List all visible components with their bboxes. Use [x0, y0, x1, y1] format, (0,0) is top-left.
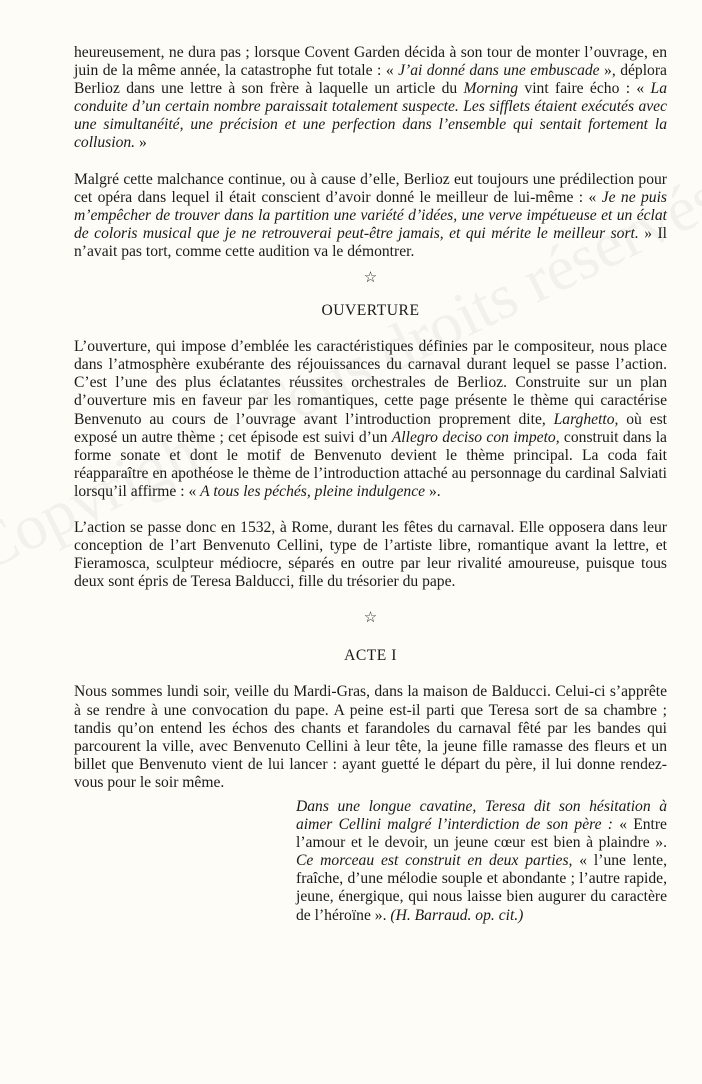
text-span: » Il n’avait pas tort, comme cette audition va le démontrer. — [74, 224, 667, 260]
text-span: « l’une lente, fraîche, d’une mélodie souple et abondante ; l’autre rapide, jeune, énergique, qui nous laisse bien augurer du caractère de l’héroïne ». — [296, 852, 667, 924]
text-span: L’ouverture, qui impose d’emblée les caractéristiques définies par le compositeur, nous place dans l’atmosphère exubérante des réjouissances du carnaval durant lequel se passe l’action. C’est l’une des plus éclatantes réussites orchestrales de Berlioz. Construite sur un plan d’ouverture mis en faveur par les romantiques, cette page présente le thème qui caractérise Benvenuto au cours de l’ouvrage avant l’introduction proprement dite, — [74, 338, 667, 428]
paragraph-intro — [74, 44, 667, 153]
text-span: heureusement, ne dura pas ; lorsque Covent Garden décida à son tour de monter l’ouvrage, en juin de la même année, la catastrophe fut totale : « — [74, 44, 667, 80]
quote-block — [296, 798, 667, 925]
star-ornament-icon: ☆ — [363, 610, 378, 627]
text-span: L’action se passe donc en 1532, à Rome, durant les fêtes du carnaval. Elle opposera dans leur conception de l’art Benvenuto Cellini, type de l’artiste libre, romantique avant la lettre, et Fieramosca, sculpteur médiocre, séparés en outre par leur rivalité amoureuse, puisque tous deux sont épris de Teresa Balducci, fille du trésorier du pape. — [74, 518, 667, 591]
text-span: » — [135, 134, 147, 152]
section-heading-ouverture: OUVERTURE — [321, 302, 420, 320]
paragraph-predilection — [74, 171, 667, 261]
section-heading-acte: ACTE I — [344, 647, 397, 665]
italic-span: Allegro deciso con impeto, — [391, 428, 560, 446]
italic-span: Dans une longue cavatine, Teresa dit son hésitation à aimer Cellini malgré l’interdiction de son père : — [296, 798, 667, 834]
text-span: où est exposé un autre thème ; cet épisode est suivi d’un — [74, 410, 667, 446]
paragraph-acte-1 — [74, 683, 667, 792]
text-span: », déplora Berlioz dans une lettre à son frère à laquelle un article du — [74, 62, 667, 98]
star-ornament-icon: ☆ — [363, 270, 378, 287]
italic-span: (H. Barraud. op. cit.) — [390, 906, 524, 924]
text-span: Malgré cette malchance continue, ou à cause d’elle, Berlioz eut toujours une prédilection pour cet opéra dans lequel il était conscient d’avoir donné le meilleur de lui-même : « — [74, 170, 667, 206]
page-body — [74, 44, 667, 925]
text-span: construit dans la forme sonate et dont le motif de Benvenuto devient le thème principal. La coda fait réapparaître en apothéose le thème de l’introduction attaché au personnage du cardinal Salviati lorsqu’il affirme : « — [74, 428, 667, 500]
italic-span: Morning — [463, 80, 519, 98]
paragraph-ouverture — [74, 338, 667, 501]
text-span: « Entre l’amour et le devoir, un jeune cœur est bien à plaindre ». — [296, 816, 667, 852]
italic-span: La conduite d’un certain nombre paraissait totalement suspecte. Les sifflets étaient exécutés avec une simultanéité, une précision et une perfection dans l’ensemble qui sentait fortement la collusion. — [74, 80, 667, 152]
italic-span: Je ne puis m’empêcher de trouver dans la partition une variété d’idées, une verve impétueuse et un éclat de coloris musical que je ne retrouverai peut-être jamais, et qui mérite le meilleur sort. — [74, 188, 668, 242]
italic-span: Larghetto, — [553, 410, 619, 428]
text-span: ». — [425, 482, 441, 500]
italic-span: Ce morceau est construit en deux parties, — [296, 852, 573, 870]
italic-span: J’ai donné dans une embuscade — [398, 62, 600, 80]
text-span: vint faire écho : « — [518, 80, 651, 98]
paragraph-action — [74, 519, 667, 591]
italic-span: A tous les péchés, pleine indulgence — [200, 482, 426, 500]
text-span: Nous sommes lundi soir, veille du Mardi-Gras, dans la maison de Balducci. Celui-ci s’apprête à se rendre à une convocation du pape. A peine est-il parti que Teresa sort de sa chambre ; tandis qu’on entend les échos des chants et farandoles du carnaval fêté par les bandes qui parcourent la ville, avec Benvenuto Cellini à leur tête, la jeune fille ramasse des fleurs et un billet que Benvenuto vient de lui lancer : ayant guetté le départ du père, il lui donne rendez-vous pour le soir même. — [74, 683, 667, 791]
